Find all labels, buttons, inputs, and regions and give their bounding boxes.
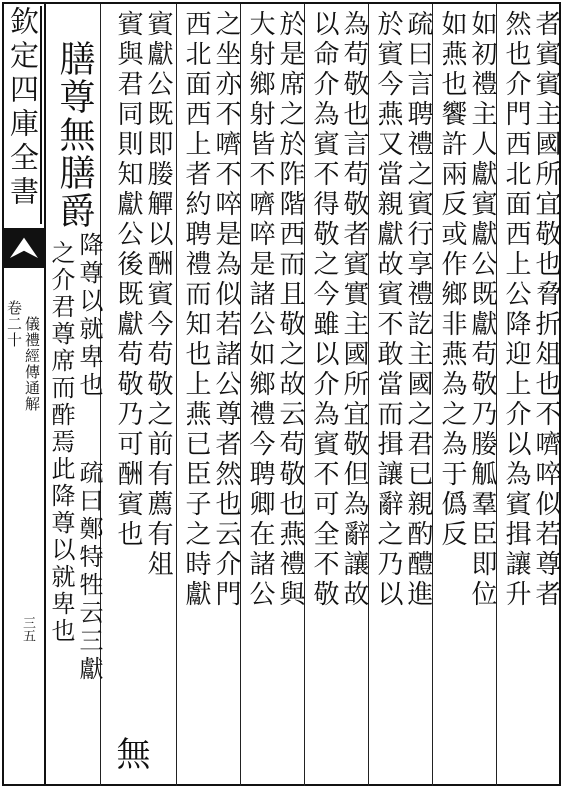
section-heading: 膳尊無膳爵 <box>54 40 95 230</box>
text-column-10: 大射鄉射皆不嚌啐是諸公如鄉禮今聘卿在諸公 <box>245 10 275 610</box>
text-column-3: 如初禮主人獻賓獻公既獻苟敬乃媵觚羣臣即位 <box>467 10 497 610</box>
text-column-8: 以命介為賓不得敬之今雖以介為賓不可全不敬 <box>309 10 339 610</box>
text-column-2: 然也介門西北面西上公降迎上介以為賓揖讓升 <box>501 10 531 610</box>
text-column-12: 西北面西上者約聘禮而知也上燕已臣子之時獻 <box>181 10 211 610</box>
continuation-char: 無 <box>110 736 150 774</box>
section-note-1: 降尊以就卑也 <box>75 232 103 400</box>
fish-tail-mark-icon <box>4 228 44 268</box>
text-column-14: 賓與君同則知獻公後既獻苟敬乃可酬賓也 <box>113 10 143 550</box>
text-column-1: 者賓賓主國所宜敬也脅折俎也不嚌啐似若尊者 <box>531 10 561 610</box>
text-column-11: 之坐亦不嚌不啐是為似若諸公尊者然也云介門 <box>211 10 241 610</box>
volume-label: 卷二十 <box>5 300 23 348</box>
collection-title: 欽定四庫全書 <box>6 6 42 224</box>
column-rule <box>176 4 177 786</box>
text-column-13: 賓獻公既即媵觶以酬賓今苟敬之前有薦有俎 <box>143 10 173 580</box>
page-number: 三五 <box>20 616 35 642</box>
section-note-3: 疏曰鄭特牲云三獻 <box>75 460 103 684</box>
text-column-9: 於是席之於阼階西而且敬之故云苟敬也燕禮與 <box>275 10 305 610</box>
text-column-5: 疏曰言聘禮之賓行享禮訖主國之君已親酌醴進 <box>403 10 433 610</box>
work-title: 儀禮經傳通解 <box>23 316 41 412</box>
section-note-2: 之介君尊席而酢焉此降尊以就卑也 <box>47 240 75 645</box>
text-column-4: 如燕也饗許兩反或作鄉非燕為之為于僞反 <box>437 10 467 550</box>
text-column-6: 於賓今燕又當親獻故賓不敢當而揖讓辭之乃以 <box>373 10 403 610</box>
text-column-7: 為苟敬也言苟敬者賓實主國所宜敬但為辭讓故 <box>339 10 369 610</box>
